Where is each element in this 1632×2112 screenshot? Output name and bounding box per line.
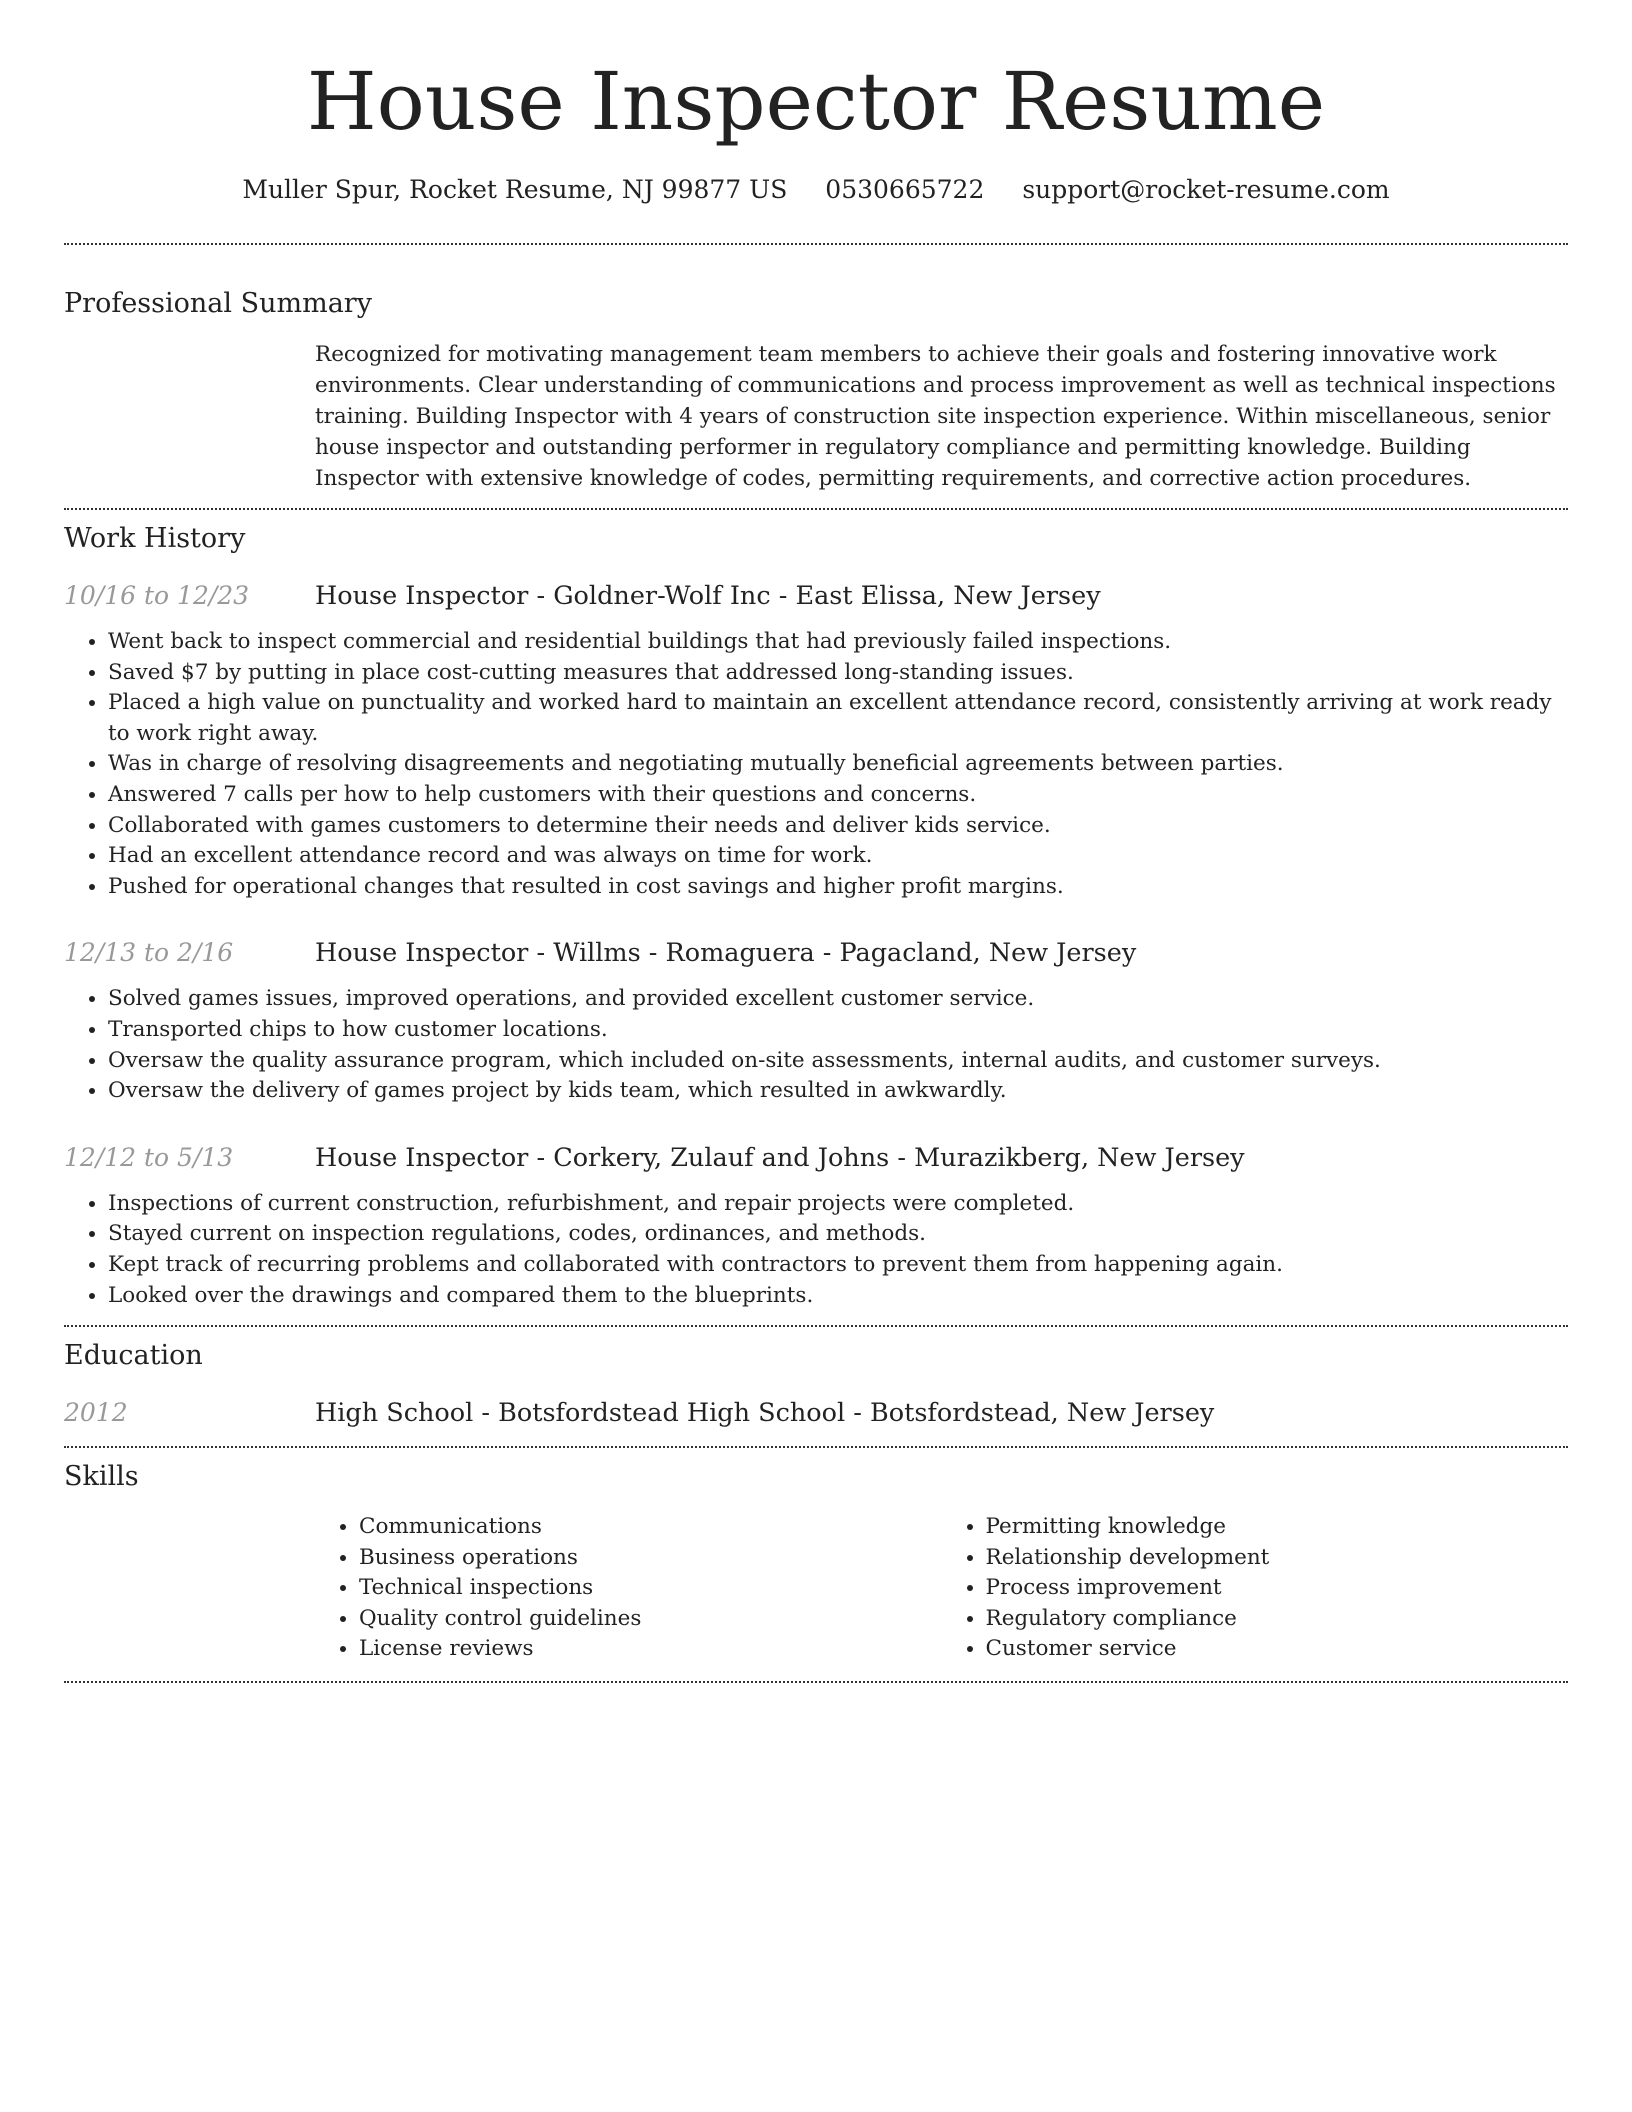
education-entry — [64, 1396, 1568, 1430]
resume-page — [64, 0, 1568, 1683]
resume-title: House Inspector Resume — [306, 55, 1326, 148]
skills-list — [315, 1512, 1568, 1665]
summary-heading: Professional Summary — [64, 288, 372, 319]
job-bullets — [64, 1189, 1568, 1311]
job-title: House Inspector - Willms - Romaguera - Pagacland, New Jersey — [315, 938, 1137, 969]
list-item: • Process improvement — [986, 1573, 1569, 1604]
list-item: • Had an excellent attendance record and was always on time for work. — [108, 841, 1568, 872]
list-item: • Placed a high value on punctuality and worked hard to maintain an excellent attendance record, consistently arriving at work ready to work right away. — [108, 688, 1568, 749]
list-item: • Regulatory compliance — [986, 1604, 1569, 1635]
job-date: 12/13 to 2/16 — [64, 938, 234, 968]
list-item: • Went back to inspect commercial and residential buildings that had previously failed inspections. — [108, 627, 1568, 658]
list-item: • Stayed current on inspection regulations, codes, ordinances, and methods. — [108, 1219, 1568, 1250]
job-bullets — [64, 984, 1568, 1106]
contact-address: Muller Spur, Rocket Resume, NJ 99877 US — [242, 175, 788, 204]
job-title: House Inspector - Goldner-Wolf Inc - East Elissa, New Jersey — [315, 581, 1101, 611]
list-item: • Pushed for operational changes that resulted in cost savings and higher profit margins. — [108, 872, 1568, 903]
contact-email: support@rocket-resume.com — [1022, 175, 1390, 204]
list-item: • Customer service — [986, 1634, 1569, 1665]
list-item: • Saved $7 by putting in place cost-cutting measures that addressed long-standing issues. — [108, 658, 1568, 689]
job-bullets — [64, 627, 1568, 902]
list-item: • Relationship development — [986, 1543, 1569, 1574]
education-title: High School - Botsfordstead High School - Botsfordstead, New Jersey — [315, 1398, 1215, 1429]
divider — [64, 1325, 1568, 1327]
education-heading: Education — [64, 1340, 203, 1372]
divider — [64, 1681, 1568, 1683]
skills-column-left — [315, 1512, 942, 1665]
list-item: • Inspections of current construction, refurbishment, and repair projects were completed. — [108, 1189, 1568, 1220]
list-item: • Oversaw the delivery of games project by kids team, which resulted in awkwardly. — [108, 1076, 1568, 1107]
list-item: • Looked over the drawings and compared them to the blueprints. — [108, 1281, 1568, 1312]
list-item: • Communications — [359, 1512, 942, 1543]
job-entry — [64, 1141, 1568, 1311]
job-title: House Inspector - Corkery, Zulauf and Johns - Murazikberg, New Jersey — [315, 1142, 1245, 1173]
list-item: • Business operations — [359, 1543, 942, 1574]
list-item: • Answered 7 calls per how to help customers with their questions and concerns. — [108, 780, 1568, 811]
list-item: • Was in charge of resolving disagreements and negotiating mutually beneficial agreements between parties. — [108, 749, 1568, 780]
education-date: 2012 — [64, 1398, 128, 1428]
list-item: • Permitting knowledge — [986, 1512, 1569, 1543]
list-item: • Kept track of recurring problems and collaborated with contractors to prevent them from happening again. — [108, 1250, 1568, 1281]
job-date: 10/16 to 12/23 — [64, 581, 250, 610]
list-item: • Technical inspections — [359, 1573, 942, 1604]
divider — [64, 1446, 1568, 1448]
summary-text: Recognized for motivating management team members to achieve their goals and fostering innovative work environments. Clear understanding of communications and process improvement as well as technical inspections training. Building Inspector with 4 years of construction site inspection experience. Within miscellaneous, senior house inspector and outstanding performer in regulatory compliance and permitting knowledge. Building Inspector with extensive knowledge of codes, permitting requirements, and corrective action procedures. — [315, 342, 1556, 491]
skills-heading: Skills — [64, 1461, 139, 1493]
divider — [64, 508, 1568, 510]
skills-column-right — [942, 1512, 1569, 1665]
list-item: • Quality control guidelines — [359, 1604, 942, 1635]
job-entry — [64, 936, 1568, 1106]
list-item: • License reviews — [359, 1634, 942, 1665]
job-date: 12/12 to 5/13 — [64, 1142, 234, 1172]
list-item: • Solved games issues, improved operations, and provided excellent customer service. — [108, 984, 1568, 1015]
list-item: • Collaborated with games customers to determine their needs and deliver kids service. — [108, 811, 1568, 842]
list-item: • Oversaw the quality assurance program, which included on-site assessments, internal audits, and customer surveys. — [108, 1046, 1568, 1077]
work-history-heading: Work History — [64, 523, 246, 554]
contact-phone: 0530665722 — [825, 175, 985, 204]
list-item: • Transported chips to how customer locations. — [108, 1015, 1568, 1046]
contact-line — [64, 174, 1568, 206]
divider — [64, 243, 1568, 245]
job-entry — [64, 579, 1568, 902]
